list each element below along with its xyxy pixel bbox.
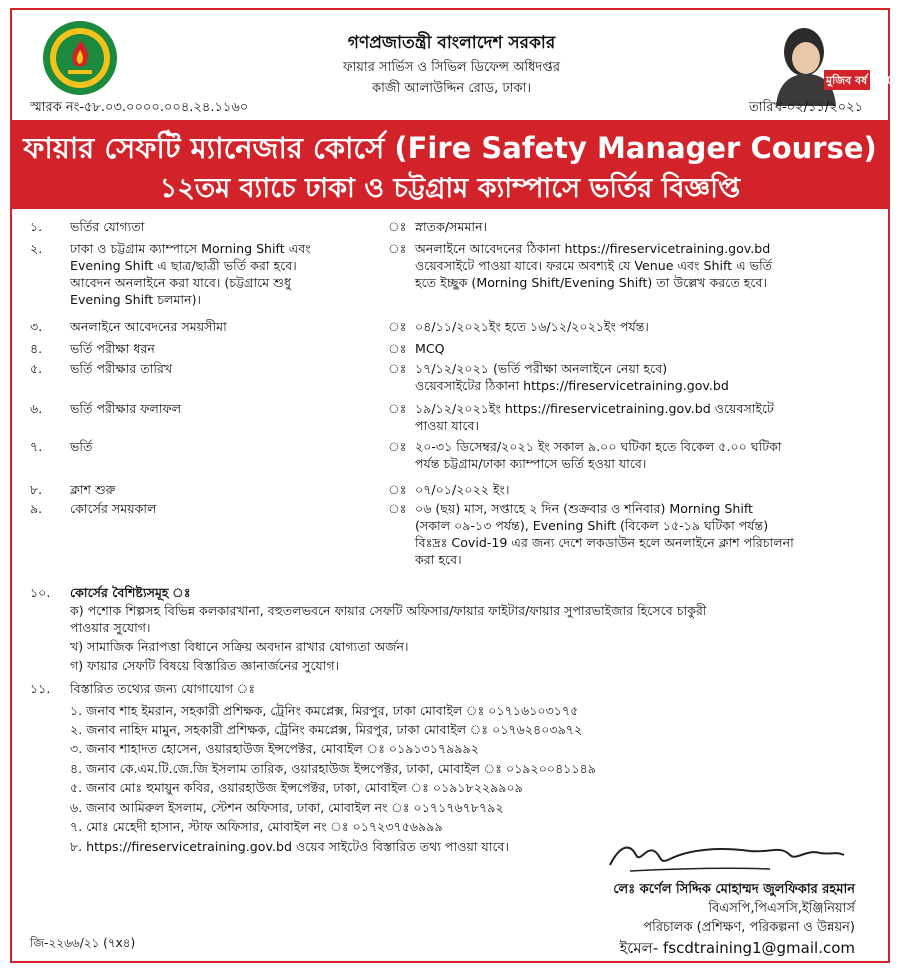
- item-label-line: ভর্তি পরীক্ষার ফলাফল: [70, 401, 182, 416]
- feature-line: ক) পশোক শিল্পসহ বিভিন্ন কলকারখানা, বহুতলভবনে ফায়ার সেফটি অফিসার/ফায়ার ফাইটার/ফায়ার সুপারভাইজার হিসেবে চাকুরী: [70, 603, 707, 618]
- item-value-line: করা হবে।: [415, 552, 462, 567]
- item-number: ৪.: [30, 341, 43, 356]
- item-label-line: ঢাকা ও চট্টগ্রাম ক্যাম্পাসে Morning Shift এবং: [70, 241, 311, 256]
- item-number: ৫.: [30, 361, 43, 376]
- item-colon: ঃ: [388, 241, 407, 256]
- contact-line: ১. জনাব শাহ ইমরান, সহকারী প্রশিক্ষক, ট্রেনিং কমপ্লেক্স, মিরপুর, ঢাকা মোবাইল ঃ ০১৭১৬১০৩১৭৫: [70, 703, 579, 718]
- item-number: ৮.: [30, 482, 43, 497]
- signatory-email: ইমেল- fscdtraining1@gmail.com: [619, 939, 855, 957]
- contact-line: ৩. জনাব শাহাদত হোসেন, ওয়ারহাউজ ইন্সপেক্টর, মোবাইল ঃ ০১৯১৩১৭৯৯৯২: [70, 741, 479, 756]
- item-value: [415, 438, 865, 472]
- item-colon: ঃ: [388, 219, 407, 234]
- department-name: ফায়ার সার্ভিস ও সিভিল ডিফেন্স অধিদপ্তর: [343, 60, 560, 75]
- item-value: [415, 318, 865, 335]
- signatory-title: পরিচালক (প্রশিক্ষণ, পরিকল্পনা ও উন্নয়ন): [643, 920, 855, 935]
- item-number: ৭.: [30, 439, 43, 454]
- item-label-line: ক্লাশ শুরু: [70, 482, 116, 497]
- item-value: [415, 400, 865, 434]
- feature-line: পাওয়ার সুযোগ।: [70, 620, 151, 635]
- item-value: [415, 218, 865, 235]
- signature-icon: [600, 825, 850, 880]
- print-code: জি-২২৬৬/২১ (৭x৪): [30, 936, 136, 950]
- item-value-line: পর্যন্ত চট্টগ্রাম/ঢাকা ক্যাম্পাসে ভর্তি হওয়া যাবে।: [415, 456, 647, 471]
- item-value-line: ১৯/১২/২০২১ইং https://fireservicetraining.gov.bd ওয়েবসাইটে: [415, 401, 774, 416]
- item-label: [70, 500, 370, 517]
- item-label: [70, 438, 370, 455]
- item-value: [415, 500, 865, 568]
- item-number: ৩.: [30, 319, 43, 334]
- item-label: [70, 240, 370, 308]
- item-value-line: হতে ইচ্ছুক (Morning Shift/Evening Shift) তা উল্লেখ করতে হবে।: [415, 275, 767, 290]
- item-value-line: ০৭/০১/২০২২ ইং।: [415, 482, 510, 497]
- contacts-number: ১১.: [30, 681, 51, 696]
- item-colon: ঃ: [388, 341, 407, 356]
- item-label-line: আবেদন অনলাইনে করা যাবে। (চট্টগ্রামে শুধু: [70, 275, 292, 290]
- item-label-line: অনলাইনে আবেদনের সময়সীমা: [70, 319, 227, 334]
- item-value-line: পাওয়া যাবে।: [415, 418, 480, 433]
- item-value-line: ২০-৩১ ডিসেম্বর/২০২১ ইং সকাল ৯.০০ ঘটিকা হতে বিকেল ৫.০০ ঘটিকা: [415, 439, 782, 454]
- item-colon: ঃ: [388, 482, 407, 497]
- item-value: [415, 360, 865, 394]
- item-label: [70, 318, 370, 335]
- item-value-line: (সকাল ০৯-১৩ পর্যন্ত), Evening Shift (বিকেল ১৫-১৯ ঘটিকা পর্যন্ত): [415, 518, 769, 533]
- contact-line: ৮. https://fireservicetraining.gov.bd ওয়েব সাইটেও বিস্তারিত তথ্য পাওয়া যাবে।: [70, 839, 510, 854]
- feature-line: গ) ফায়ার সেফটি বিষয়ে বিস্তারিত জ্ঞানার্জনের সুযোগ।: [70, 658, 340, 673]
- title-banner: [12, 120, 888, 209]
- department-address: কাজী আলাউদ্দিন রোড, ঢাকা।: [372, 81, 531, 96]
- item-number: ৯.: [30, 501, 43, 516]
- item-number: ৬.: [30, 401, 43, 416]
- memo-number: স্মারক নং-৫৮.০৩.০০০০.০০৪.২৪.১১৬০: [30, 100, 249, 115]
- item-value-line: স্নাতক/সমমান।: [415, 219, 488, 234]
- item-colon: ঃ: [388, 501, 407, 516]
- item-label-line: ভর্তি: [70, 439, 93, 454]
- features-number: ১০.: [30, 585, 51, 600]
- item-value-line: ০৪/১১/২০২১ইং হতে ১৬/১২/২০২১ইং পর্যন্ত।: [415, 319, 649, 334]
- item-value: [415, 481, 865, 498]
- signatory-name: লেঃ কর্ণেল সিদ্দিক মোহাম্মদ জুলফিকার রহমান: [613, 882, 855, 897]
- item-label: [70, 340, 370, 357]
- item-value-line: ওয়েবসাইটের ঠিকানা https://fireservicetraining.gov.bd: [415, 378, 729, 393]
- government-name: গণপ্রজাতন্ত্রী বাংলাদেশ সরকার: [347, 33, 556, 53]
- item-number: ১.: [30, 219, 43, 234]
- item-label-line: ভর্তি পরীক্ষার তারিখ: [70, 361, 173, 376]
- signatory-credentials: বিএসপি,পিএসসি,ইঞ্জিনিয়ার্স: [708, 901, 855, 916]
- title-line-2: ১২তম ব্যাচে ঢাকা ও চট্টগ্রাম ক্যাম্পাসে ভর্তির বিজ্ঞপ্তি: [159, 173, 741, 204]
- item-label-line: ভর্তি পরীক্ষা ধরন: [70, 341, 155, 356]
- item-value-line: ০৬ (ছয়) মাস, সপ্তাহে ২ দিন (শুক্রবার ও শনিবার) Morning Shift: [415, 501, 753, 516]
- item-value-line: বিঃদ্রঃ Covid-19 এর জন্য দেশে লকডাউন হলে অনলাইনে ক্লাশ পরিচালনা: [415, 535, 794, 550]
- item-label: [70, 218, 370, 235]
- contact-line: ২. জনাব নাহিদ মামুন, সহকারী প্রশিক্ষক, ট্রেনিং কমপ্লেক্স, মিরপুর, ঢাকা মোবাইল ঃ ০১৭৬২৪০৩৯৭২: [70, 722, 583, 737]
- contact-line: ৪. জনাব কে.এম.টি.জে.জি ইসলাম তারিক, ওয়ারহাউজ ইন্সপেক্টর, ঢাকা, মোবাইল ঃ ০১৯২০০৪১১৪৯: [70, 761, 596, 776]
- item-value-line: MCQ: [415, 341, 445, 356]
- item-value-line: ওয়েবসাইটে পাওয়া যাবে। ফরমে অবশ্যই যে Venue এবং Shift এ ভর্তি: [415, 258, 773, 273]
- item-label-line: Evening Shift এ ছাত্র/ছাত্রী ভর্তি করা হবে।: [70, 258, 297, 273]
- title-line-1: ফায়ার সেফটি ম্যানেজার কোর্সে (Fire Safety Manager Course): [23, 131, 877, 165]
- item-label-line: ভর্তির যোগ্যতা: [70, 219, 145, 234]
- item-value-line: ১৭/১২/২০২১ (ভর্তি পরীক্ষা অনলাইনে নেয়া হবে): [415, 361, 668, 376]
- item-value: [415, 240, 865, 291]
- svg-text:মুজিব বর্ষ 100: মুজিব বর্ষ 100: [826, 74, 895, 87]
- item-number: ২.: [30, 241, 43, 256]
- item-label: [70, 360, 370, 377]
- contacts-heading: বিস্তারিত তথ্যের জন্য যোগাযোগ ঃ: [70, 681, 256, 696]
- item-colon: ঃ: [388, 439, 407, 454]
- notice-date: তারিখ-০২/১১/২০২১: [749, 100, 863, 115]
- item-colon: ঃ: [388, 361, 407, 376]
- feature-line: খ) সামাজিক নিরাপত্তা বিধানে সক্রিয় অবদান রাখার যোগ্যতা অর্জন।: [70, 639, 409, 654]
- contact-line: ৭. মোঃ মেহেদী হাসান, স্টাফ অফিসার, মোবাইল নং ঃ ০১৭২৩৭৫৬৯৯৯: [70, 819, 443, 834]
- item-colon: ঃ: [388, 319, 407, 334]
- contact-line: ৫. জনাব মোঃ হুমায়ুন কবির, ওয়ারহাউজ ইন্সপেক্টর, ঢাকা, মোবাইল ঃ ০১৯১৮২২৯৯০৯: [70, 780, 523, 795]
- item-label-line: কোর্সের সময়কাল: [70, 501, 157, 516]
- contact-line: ৬. জনাব আমিরুল ইসলাম, স্টেশন অফিসার, ঢাকা, মোবাইল নং ঃ ০১৭১৭৬৭৮৭৯২: [70, 800, 504, 815]
- item-value-line: অনলাইনে আবেদনের ঠিকানা https://fireservicetraining.gov.bd: [415, 241, 771, 256]
- item-colon: ঃ: [388, 401, 407, 416]
- item-value: [415, 340, 865, 357]
- features-heading: কোর্সের বৈশিষ্ট্যসমূহ ঃ: [70, 585, 191, 600]
- item-label-line: Evening Shift চলমান)।: [70, 292, 202, 307]
- item-label: [70, 481, 370, 498]
- item-label: [70, 400, 370, 417]
